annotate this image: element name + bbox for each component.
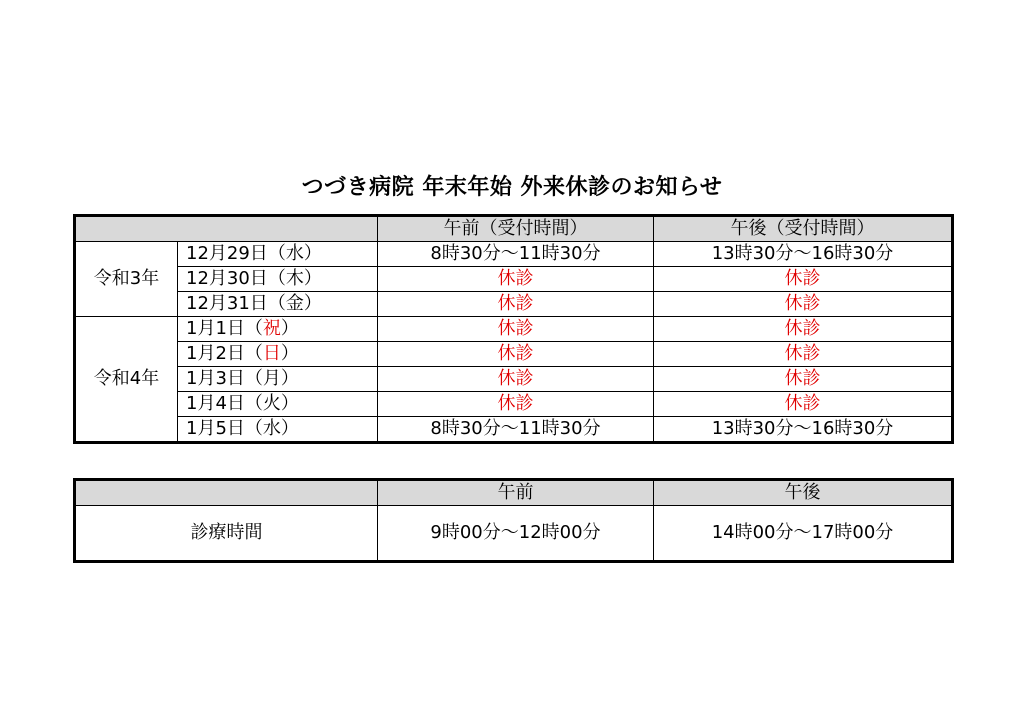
table-row [75,267,953,292]
hours-pm: 14時00分～17時00分 [654,506,953,562]
header-blank [75,216,378,242]
weekday-text: 水 [285,243,304,264]
header-pm: 午後（受付時間） [654,216,953,242]
table-row [75,392,953,417]
weekday-text: 祝 [262,318,281,339]
weekday-text: 金 [285,293,304,314]
table-row [75,506,953,562]
header-am: 午前（受付時間） [378,216,654,242]
weekday-text: 火 [262,393,281,414]
am-hours-cell: 休診 [378,292,654,317]
date-text: 1月5日 [186,418,245,439]
table-header-row [75,480,953,506]
date-cell: 1月5日（水） [178,417,378,443]
date-cell: 1月2日（日） [178,342,378,367]
date-text: 1月4日 [186,393,245,414]
am-hours-cell: 休診 [378,267,654,292]
table-row [75,292,953,317]
date-cell: 1月4日（火） [178,392,378,417]
date-text: 12月31日 [186,293,268,314]
date-text: 12月30日 [186,268,268,289]
date-cell: 1月3日（月） [178,367,378,392]
header-pm: 午後 [654,480,953,506]
table-row [75,317,953,342]
weekday-text: 木 [285,268,304,289]
weekday-text: 日 [262,343,281,364]
date-cell: 12月31日（金） [178,292,378,317]
pm-hours-cell: 休診 [654,367,953,392]
holiday-schedule-table [73,214,954,444]
date-text: 1月3日 [186,368,245,389]
table-row [75,417,953,443]
date-cell: 1月1日（祝） [178,317,378,342]
era-label: 令和3年 [75,242,178,317]
pm-hours-cell: 休診 [654,317,953,342]
date-text: 12月29日 [186,243,268,264]
hours-label: 診療時間 [75,506,378,562]
am-hours-cell: 8時30分～11時30分 [378,242,654,267]
weekday-text: 月 [262,368,281,389]
date-cell: 12月29日（水） [178,242,378,267]
header-blank [75,480,378,506]
table-row [75,342,953,367]
am-hours-cell: 休診 [378,317,654,342]
date-text: 1月1日 [186,318,245,339]
pm-hours-cell: 休診 [654,342,953,367]
table-row [75,367,953,392]
pm-hours-cell: 休診 [654,267,953,292]
date-text: 1月2日 [186,343,245,364]
am-hours-cell: 8時30分～11時30分 [378,417,654,443]
pm-hours-cell: 休診 [654,392,953,417]
table-header-row [75,216,953,242]
am-hours-cell: 休診 [378,342,654,367]
date-cell: 12月30日（木） [178,267,378,292]
table-row [75,242,953,267]
pm-hours-cell: 休診 [654,292,953,317]
consultation-hours-table [73,478,954,563]
weekday-text: 水 [262,418,281,439]
header-am: 午前 [378,480,654,506]
am-hours-cell: 休診 [378,367,654,392]
era-label: 令和4年 [75,317,178,443]
pm-hours-cell: 13時30分～16時30分 [654,417,953,443]
pm-hours-cell: 13時30分～16時30分 [654,242,953,267]
hours-am: 9時00分～12時00分 [378,506,654,562]
am-hours-cell: 休診 [378,392,654,417]
page-title: つづき病院 年末年始 外来休診のお知らせ [301,175,723,200]
